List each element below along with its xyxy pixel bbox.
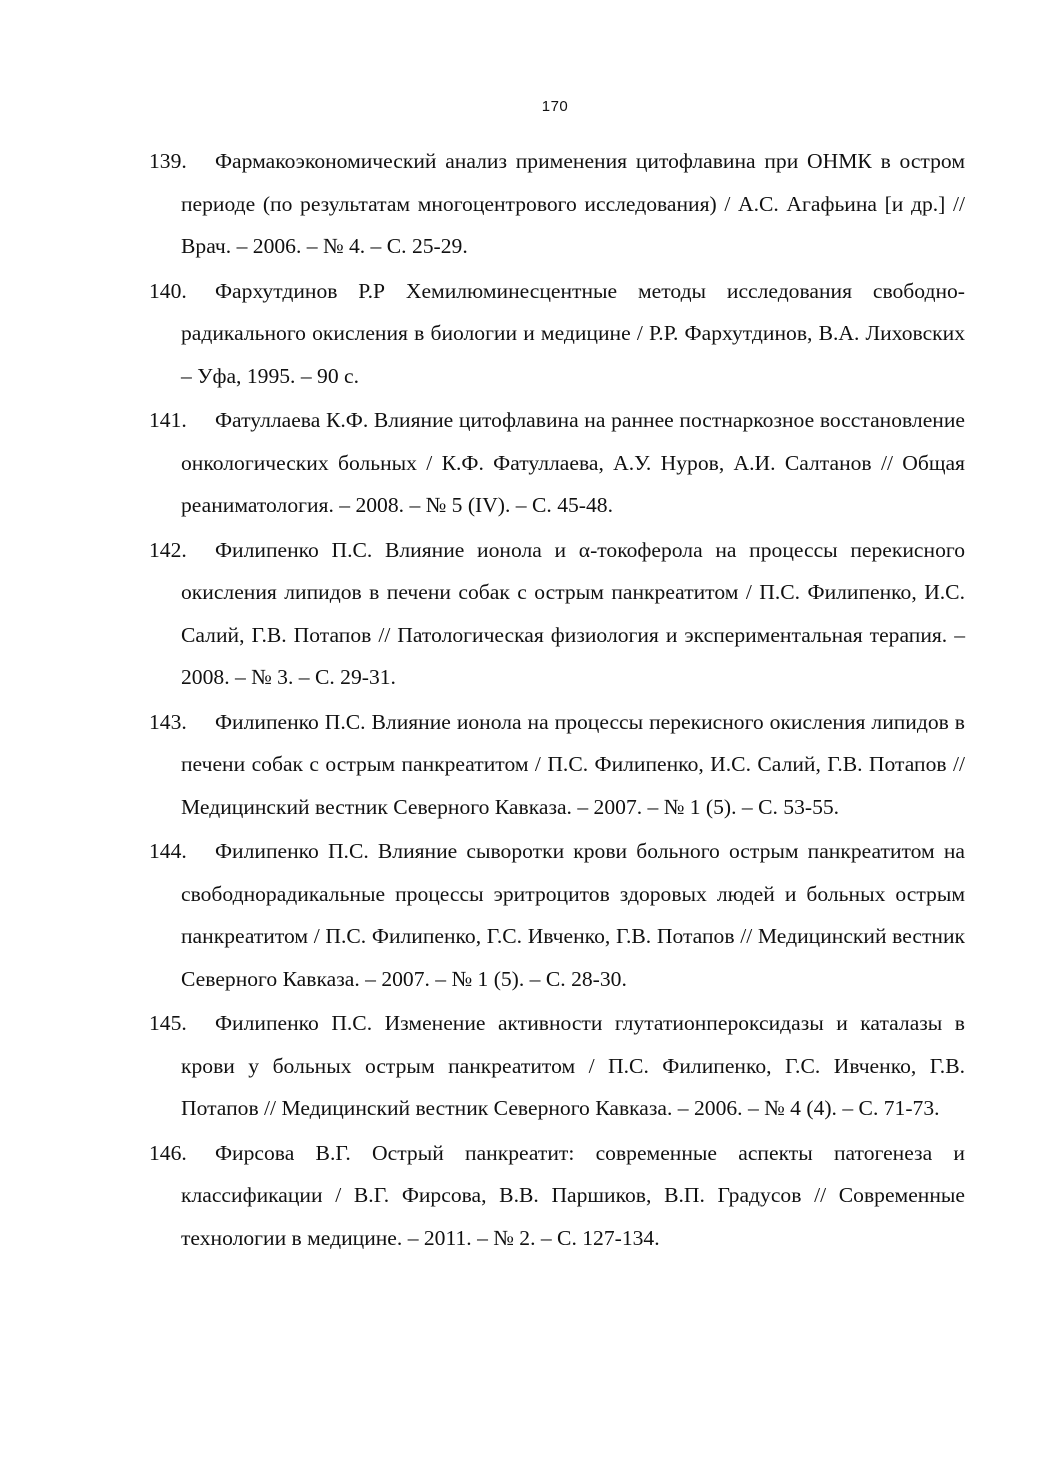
- reference-item: [149, 1002, 965, 1130]
- reference-item: [149, 701, 965, 829]
- reference-list: [149, 140, 965, 1261]
- reference-number: 144.: [149, 839, 187, 863]
- reference-number: 139.: [149, 149, 187, 173]
- reference-text: Фармакоэкономический анализ применения цитофлавина при ОНМК в остром периоде (по результатам многоцентрового исследования) / А.С. Агафьина [и др.] // Врач. – 2006. – № 4. – С. 25-29.: [181, 149, 965, 258]
- reference-item: [149, 529, 965, 699]
- reference-text: Филипенко П.С. Влияние ионола и α-токоферола на процессы перекисного окисления липидов в печени собак с острым панкреатитом / П.С. Филипенко, И.С. Салий, Г.В. Потапов // Патологическая физиология и экспериментальная терапия. – 2008. – № 3. – С. 29-31.: [181, 537, 965, 689]
- reference-number: 143.: [149, 709, 187, 734]
- page-number: 170: [541, 98, 569, 115]
- reference-text: Филипенко П.С. Влияние сыворотки крови больного острым панкреатитом на свободнорадикальные процессы эритроцитов здоровых людей и больных острым панкреатитом / П.С. Филипенко, Г.С. Ивченко, Г.В. Потапов // Медицинский вестник Северного Кавказа. – 2007. – № 1 (5). – С. 28-30.: [181, 839, 965, 991]
- reference-text: Фирсова В.Г. Острый панкреатит: современные аспекты патогенеза и классификации / В.Г. Фирсова, В.В. Паршиков, В.П. Градусов // Современные технологии в медицине. – 2011. – № 2. – С. 127-134.: [181, 1140, 965, 1250]
- reference-item: [149, 270, 965, 398]
- reference-number: 146.: [149, 1140, 187, 1165]
- reference-text: Филипенко П.С. Изменение активности глутатионпероксидазы и каталазы в крови у больных острым панкреатитом / П.С. Филипенко, Г.С. Ивченко, Г.В. Потапов // Медицинский вестник Северного Кавказа. – 2006. – № 4 (4). – С. 71-73.: [181, 1011, 965, 1120]
- reference-text: Филипенко П.С. Влияние ионола на процессы перекисного окисления липидов в печени собак с острым панкреатитом / П.С. Филипенко, И.С. Салий, Г.В. Потапов // Медицинский вестник Северного Кавказа. – 2007. – № 1 (5). – С. 53-55.: [181, 709, 965, 819]
- reference-item: [149, 399, 965, 527]
- reference-item: [149, 140, 965, 268]
- reference-item: [149, 1132, 965, 1260]
- reference-text: Фатуллаева К.Ф. Влияние цитофлавина на раннее постнаркозное восстановление онкологических больных / К.Ф. Фатуллаева, А.У. Нуров, А.И. Салтанов // Общая реаниматология. – 2008. – № 5 (IV). – С. 45-48.: [181, 408, 965, 517]
- reference-text: Фархутдинов Р.Р Хемилюминесцентные методы исследования свободно-радикального окисления в биологии и медицине / Р.Р. Фархутдинов, В.А. Лиховских – Уфа, 1995. – 90 с.: [181, 278, 965, 388]
- reference-number: 141.: [149, 408, 187, 432]
- reference-number: 140.: [149, 278, 187, 303]
- reference-item: [149, 830, 965, 1000]
- reference-number: 145.: [149, 1011, 187, 1035]
- reference-number: 142.: [149, 537, 187, 562]
